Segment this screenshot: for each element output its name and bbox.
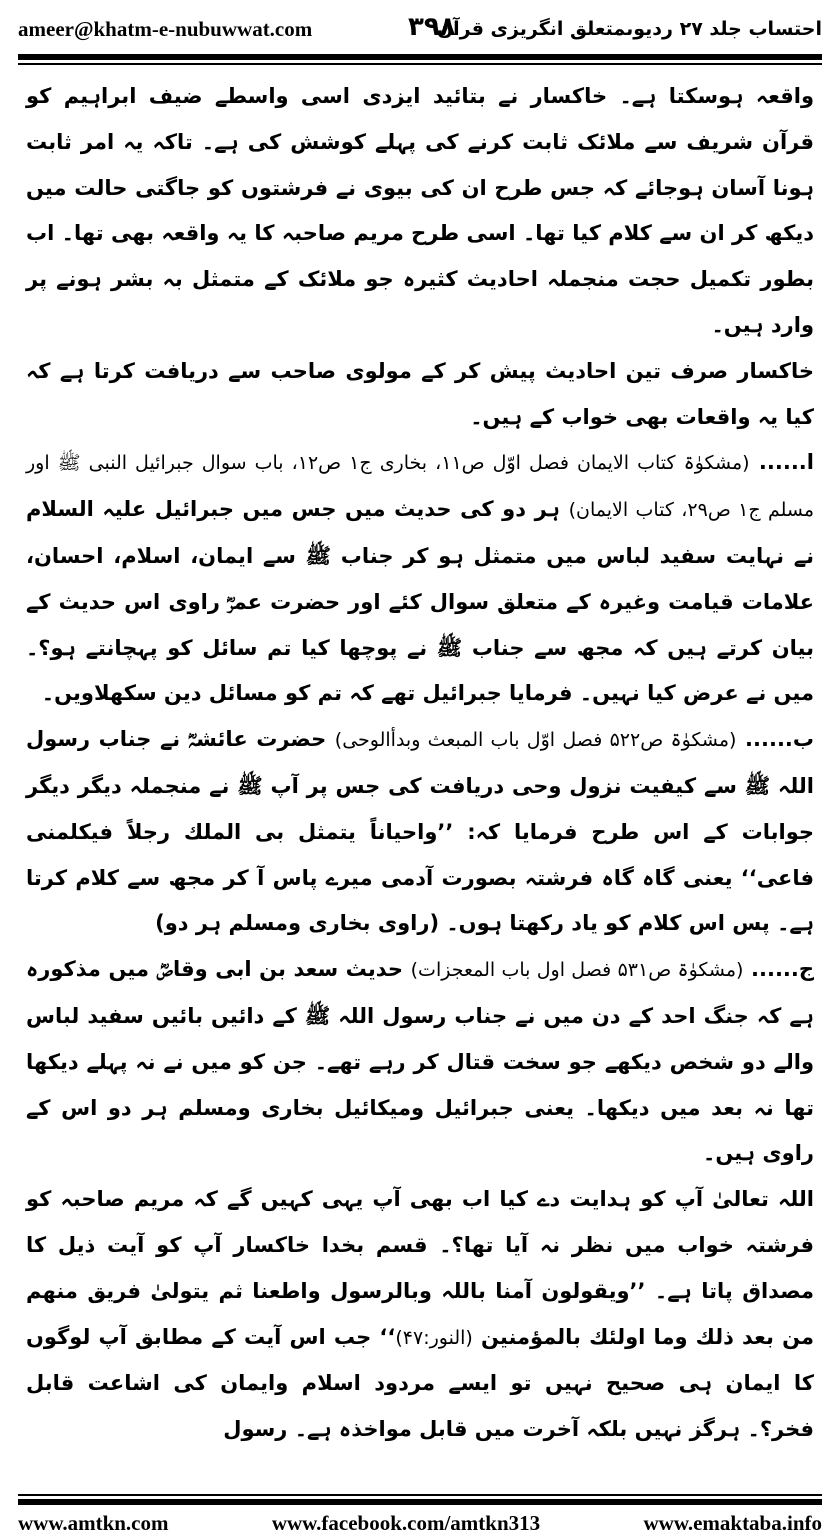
paragraph-intro: واقعہ ہوسکتا ہے۔ خاکسار نے بتائید ایزدی اسی واسطے ضیف ابراہیم کو قرآن شریف سے ملائک ثابت کرنے کی پہلے کوشش کی ہے۔ تاکہ یہ امر ثابت ہونا آسان ہوجائے کہ جس طرح ان کی بیوی نے فرشتوں کو جاگتی حالت میں دیکھ کر ان سے کلام کیا تھا۔ اسی طرح مریم صاحبہ کا یہ واقعہ بھی تھا۔ اب بطور تکمیل حجت منجملہ احادیث کثیرہ جو ملائک کے متمثل بہ بشر ہونے پر وارد ہیں۔ [26,84,814,337]
quran-verse-quote: ویقولون آمنا باللہ وبالرسول واطعنا ثم یتولیٰ فریق منهم من بعد ذلك وما اولئك بالمؤمنین [26,1278,814,1349]
hadith-a-reference: (مشکوٰۃ کتاب الایمان فصل اوّل ص۱۱، بخاری ج۱ ص۱۲، باب سوال جبرائیل النبی ﷺ اور مسلم ج۱ ص۲۹، کتاب الایمان) [26,452,815,522]
footer-rule-thick [18,1499,822,1505]
footer-link-amtkn[interactable]: www.amtkn.com [18,1510,169,1535]
header-rule-thin [18,63,822,65]
hadith-b-reference: (مشکوٰۃ ص۵۲۲ فصل اوّل باب المبعث وبدأالوحی) [334,729,737,752]
conclusion-text: اللہ تعالیٰ آپ کو ہدایت دے کیا اب بھی آپ یہی کہیں گے کہ مریم صاحبہ کو فرشتہ خواب میں نظر نہ آیا تھا؟۔ قسم بخدا خاکسار آپ کو آیت ذیل کا مصداق پاتا ہے۔ ’’ [26,1187,814,1303]
page-footer [18,1508,822,1538]
page-number: ۳۹۸ [408,12,456,42]
hadith-c-text: حدیث سعد بن ابی وقاصؓ میں مذکورہ ہے کہ جنگ احد کے دن میں نے جناب رسول اللہ ﷺ کے دائیں بائیں سفید لباس والے دو شخص دیکھے جو سخت قتال کر رہے تھے۔ جن کو میں نے نہ پہلے دیکھا تھا نہ بعد میں دیکھا۔ یعنی جبرائیل ومیکائیل بخاری ومسلم ہر دو اس کے راوی ہیں۔ [26,957,814,1166]
hadith-c-reference: (مشکوٰۃ ص۵۳۱ فصل اول باب المعجزات) [410,959,744,982]
page-header [18,8,822,50]
hadith-c-label: ج...... [751,957,815,982]
hadith-c [26,947,814,1177]
hadith-b-arabic-quote: واحیاناً یتمثل بی الملك رجلاً فیكلمنی فاعی [26,819,814,890]
hadith-b-translation: ‘‘ یعنی گاہ گاہ فرشتہ بصورت آدمی میرے پاس آ کر مجھ سے کلام کرتا ہے۔ پس اس کلام کو یاد رکھتا ہوں۔ (راوی بخاری ومسلم ہر دو) [26,865,814,936]
footer-link-emaktaba[interactable]: www.emaktaba.info [643,1510,822,1535]
hadith-b-text: حضرت عائشہؓ نے جناب رسول اللہ ﷺ سے کیفیت نزول وحی دریافت کی جس پر آپ ﷺ نے منجملہ دیگر دیگر جوابات کے اس طرح فرمایا کہ: ’’ [26,727,814,844]
header-title: احتساب جلد ۲۷ ردیوںمتعلق انگریزی قرآن [436,18,822,40]
footer-link-facebook[interactable]: www.facebook.com/amtkn313 [271,1510,541,1535]
header-rule-thick [18,54,822,60]
conclusion-tail: ‘‘ جب اس آیت کے مطابق آپ لوگوں کا ایمان ہی صحیح نہیں تو ایسے مردود اسلام وایمان کی اشاعت قابل فخر؟۔ ہرگز نہیں بلکہ آخرت میں قابل مواخذہ ہے۔ رسول [26,1324,814,1442]
paragraph-conclusion [26,1177,814,1453]
hadith-b-label: ب...... [745,727,814,752]
hadith-a-label: ا...... [758,450,814,475]
paragraph-question: خاکسار صرف تین احادیث پیش کر کے مولوی صاحب سے دریافت کرتا ہے کہ کیا یہ واقعات بھی خواب کے ہیں۔ [26,358,814,429]
quran-verse-reference: (النور:۴۷) [395,1326,473,1349]
header-email: ameer@khatm-e-nubuwwat.com [18,16,313,41]
hadith-a-text: ہر دو کی حدیث میں جس میں جبرائیل علیہ السلام نے نہایت سفید لباس میں متمثل ہو کر جناب ﷺ سے ایمان، اسلام، احسان، علامات قیامت وغیرہ کے متعلق سوال کئے اور حضرت عمرؓ راوی اس حدیث کے بیان کرتے ہیں کہ مجھ سے جناب ﷺ نے پوچھا کیا تم سائل کو پہچانتے ہو؟۔ میں نے عرض کیا نہیں۔ فرمایا جبرائیل تھے کہ تم کو مسائل دین سکھلاویں۔ [26,497,814,706]
hadith-a [26,440,814,717]
footer-rule-thin [18,1494,822,1496]
hadith-b [26,717,814,947]
page-body [26,74,814,1453]
